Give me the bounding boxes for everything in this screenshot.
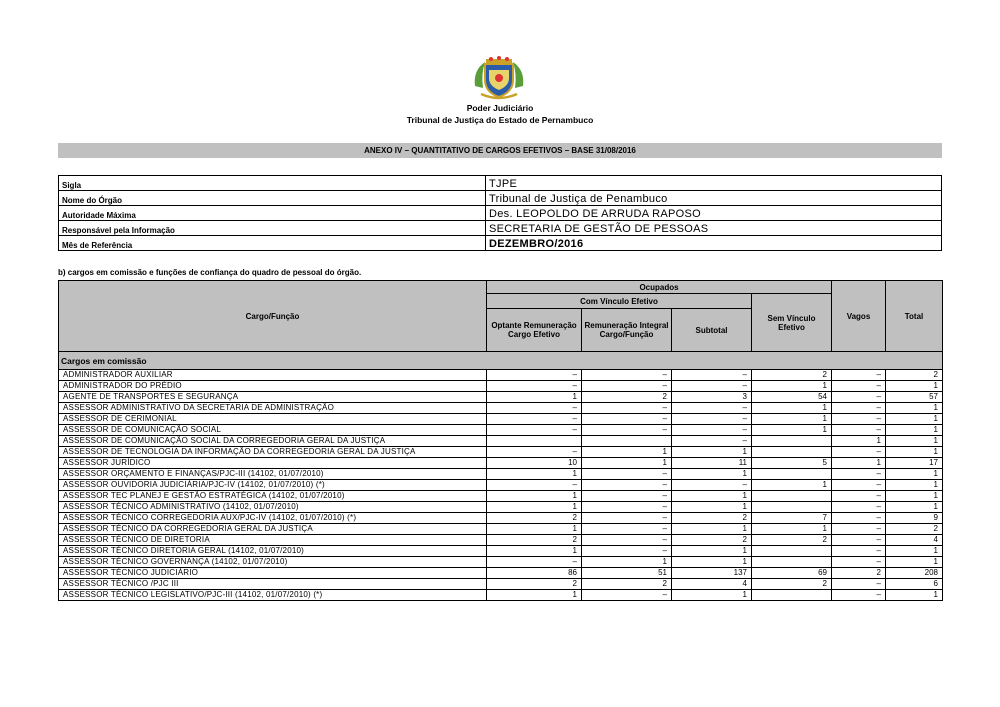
table-row [59,513,943,524]
cell-vagos: – [832,403,886,414]
info-value: DEZEMBRO/2016 [486,236,942,251]
cargo-name: ASSESSOR DE COMUNICAÇÃO SOCIAL [59,425,487,436]
cell-optante: 1 [487,502,582,513]
cell-sem: 69 [752,568,832,579]
cell-total: 1 [886,469,943,480]
cargo-name: ASSESSOR JURÍDICO [59,458,487,469]
cargo-name: ASSESSOR TÉCNICO DA CORREGEDORIA GERAL DA JUSTIÇA [59,524,487,535]
cell-integral: – [582,425,672,436]
cargo-name: ASSESSOR TÉCNICO DE DIRETORIA [59,535,487,546]
info-label: Sigla [59,176,486,191]
section-title: b) cargos em comissão e funções de confiança do quadro de pessoal do órgão. [58,268,362,277]
table-row [59,392,943,403]
cargo-name: ASSESSOR TÉCNICO JUDICIÁRIO [59,568,487,579]
cell-sem [752,590,832,601]
cell-subtotal: 1 [672,590,752,601]
cell-sem [752,546,832,557]
cell-subtotal: 1 [672,447,752,458]
cell-integral: – [582,535,672,546]
cell-total: 1 [886,436,943,447]
cell-integral: 1 [582,447,672,458]
cell-vagos: – [832,546,886,557]
header-power: Poder Judiciário [466,103,534,113]
cell-subtotal: 1 [672,546,752,557]
cell-vagos: – [832,480,886,491]
cell-integral: – [582,502,672,513]
table-row [59,447,943,458]
cell-optante: 1 [487,524,582,535]
cell-integral: – [582,590,672,601]
info-value: SECRETARIA DE GESTÃO DE PESSOAS [486,221,942,236]
cell-total: 2 [886,370,943,381]
cell-total: 2 [886,524,943,535]
cargo-name: ASSESSOR TEC PLANEJ E GESTÃO ESTRATÉGICA (14102, 01/07/2010) [59,491,487,502]
positions-table [58,280,943,601]
cell-optante [487,436,582,447]
cell-optante: 1 [487,590,582,601]
cell-total: 1 [886,414,943,425]
cell-sem: 2 [752,579,832,590]
cell-optante: – [487,381,582,392]
cell-vagos: – [832,469,886,480]
cell-optante: 2 [487,513,582,524]
cell-vagos: 1 [832,436,886,447]
cell-vagos: – [832,502,886,513]
header-ocupados: Ocupados [487,281,832,294]
cell-optante: – [487,425,582,436]
cell-integral: – [582,414,672,425]
cell-optante: 86 [487,568,582,579]
cell-integral: – [582,370,672,381]
cell-subtotal: 11 [672,458,752,469]
table-row [59,480,943,491]
info-value: Des. LEOPOLDO DE ARRUDA RAPOSO [486,206,942,221]
table-row [59,436,943,447]
cell-total: 1 [886,557,943,568]
cell-optante: – [487,447,582,458]
cargo-name: ASSESSOR TÉCNICO ADMINISTRATIVO (14102, 01/07/2010) [59,502,487,513]
cell-integral: – [582,546,672,557]
cell-vagos: 1 [832,458,886,469]
cell-integral: – [582,513,672,524]
cell-optante: – [487,403,582,414]
cell-subtotal: – [672,414,752,425]
cell-sem [752,557,832,568]
cell-optante: 1 [487,392,582,403]
table-row [59,557,943,568]
cell-vagos: – [832,447,886,458]
header-vagos: Vagos [832,281,886,352]
table-row [59,370,943,381]
cell-subtotal: 2 [672,513,752,524]
info-label: Mês de Referência [59,236,486,251]
cell-integral: – [582,524,672,535]
table-row [59,414,943,425]
cell-integral: 2 [582,392,672,403]
cell-sem: 54 [752,392,832,403]
category-row: Cargos em comissão [59,352,943,370]
cell-vagos: – [832,513,886,524]
table-row [59,502,943,513]
header-remuneracao: Remuneração Integral Cargo/Função [582,309,672,352]
table-row [59,546,943,557]
table-row [59,568,943,579]
table-row [59,403,943,414]
cell-subtotal: 1 [672,524,752,535]
cell-subtotal: – [672,370,752,381]
table-row [59,469,943,480]
info-label: Responsável pela Informação [59,221,486,236]
cell-vagos: – [832,414,886,425]
cargo-name: ASSESSOR TÉCNICO CORREGEDORIA AUX/PJC-IV (14102, 01/07/2010) (*) [59,513,487,524]
info-row [59,191,942,206]
cell-optante: 1 [487,469,582,480]
cell-subtotal: 1 [672,491,752,502]
cell-total: 6 [886,579,943,590]
cell-subtotal: 1 [672,557,752,568]
cell-total: 1 [886,491,943,502]
header-total: Total [886,281,943,352]
cell-optante: 10 [487,458,582,469]
cargo-name: ASSESSOR TÉCNICO DIRETORIA GERAL (14102, 01/07/2010) [59,546,487,557]
cell-sem [752,436,832,447]
cell-vagos: – [832,535,886,546]
cell-subtotal: 4 [672,579,752,590]
table-row [59,425,943,436]
cargo-name: ASSESSOR DE CERIMONIAL [59,414,487,425]
coat-of-arms-emblem [471,56,527,100]
cell-integral: 2 [582,579,672,590]
cell-subtotal: 2 [672,535,752,546]
cell-vagos: – [832,425,886,436]
cell-total: 1 [886,425,943,436]
cell-subtotal: 3 [672,392,752,403]
cell-integral: – [582,480,672,491]
table-row [59,524,943,535]
cell-optante: 1 [487,546,582,557]
cargo-name: ASSESSOR DE COMUNICAÇÃO SOCIAL DA CORREGEDORIA GERAL DA JUSTIÇA [59,436,487,447]
header-court: Tribunal de Justiça do Estado de Pernambuco [406,115,594,125]
cell-sem: 1 [752,425,832,436]
cell-optante: 1 [487,491,582,502]
cargo-name: ASSESSOR TÉCNICO /PJC III [59,579,487,590]
table-row [59,535,943,546]
cell-sem: 1 [752,381,832,392]
header-optante: Optante Remuneração Cargo Efetivo [487,309,582,352]
cell-sem: 5 [752,458,832,469]
cell-vagos: – [832,491,886,502]
cell-total: 1 [886,480,943,491]
annex-title: ANEXO IV – QUANTITATIVO DE CARGOS EFETIVOS – BASE 31/08/2016 [58,143,942,158]
cell-subtotal: – [672,436,752,447]
cell-optante: – [487,414,582,425]
info-label: Autoridade Máxima [59,206,486,221]
cargo-name: ADMINISTRADOR AUXILIAR [59,370,487,381]
info-value: Tribunal de Justiça de Penambuco [486,191,942,206]
table-row [59,381,943,392]
header-cargo: Cargo/Função [59,281,487,352]
cell-total: 1 [886,502,943,513]
cell-vagos: – [832,524,886,535]
cell-vagos: – [832,579,886,590]
cell-integral: – [582,381,672,392]
cell-optante: – [487,557,582,568]
cell-subtotal: – [672,381,752,392]
info-row [59,236,942,251]
header-subtotal: Subtotal [672,309,752,352]
cell-sem: 2 [752,370,832,381]
cell-sem: 1 [752,403,832,414]
cell-total: 1 [886,381,943,392]
cell-sem: 1 [752,480,832,491]
cell-subtotal: – [672,425,752,436]
cell-vagos: – [832,370,886,381]
cell-vagos: – [832,392,886,403]
cell-sem: 2 [752,535,832,546]
cell-vagos: – [832,557,886,568]
cell-total: 1 [886,403,943,414]
cell-optante: – [487,480,582,491]
cargo-name: ASSESSOR ORÇAMENTO E FINANÇAS/PJC-III (14102, 01/07/2010) [59,469,487,480]
cell-total: 208 [886,568,943,579]
cargo-name: ASSESSOR TÉCNICO GOVERNANÇA (14102, 01/07/2010) [59,557,487,568]
cell-vagos: – [832,381,886,392]
cell-sem: 1 [752,524,832,535]
organ-info-table [58,175,942,251]
info-label: Nome do Órgão [59,191,486,206]
cargo-name: ADMINISTRADOR DO PRÉDIO [59,381,487,392]
cell-subtotal: – [672,480,752,491]
cell-integral: – [582,469,672,480]
cell-total: 4 [886,535,943,546]
cell-optante: – [487,370,582,381]
cell-vagos: – [832,590,886,601]
table-row [59,590,943,601]
cell-subtotal: – [672,403,752,414]
cell-sem [752,447,832,458]
cell-integral: 51 [582,568,672,579]
cell-total: 1 [886,590,943,601]
cell-integral [582,436,672,447]
cell-total: 57 [886,392,943,403]
cell-total: 1 [886,447,943,458]
cell-sem [752,469,832,480]
cell-subtotal: 1 [672,502,752,513]
cell-subtotal: 1 [672,469,752,480]
info-row [59,221,942,236]
info-value: TJPE [486,176,942,191]
table-row [59,579,943,590]
header-sem-vinculo: Sem Vínculo Efetivo [752,294,832,352]
cell-optante: 2 [487,535,582,546]
cell-sem [752,502,832,513]
cell-sem [752,491,832,502]
info-row [59,206,942,221]
cargo-name: ASSESSOR TÉCNICO LEGISLATIVO/PJC-III (14102, 01/07/2010) (*) [59,590,487,601]
cell-total: 1 [886,546,943,557]
cargo-name: ASSESSOR OUVIDORIA JUDICIÁRIA/PJC-IV (14102, 01/07/2010) (*) [59,480,487,491]
cell-vagos: 2 [832,568,886,579]
cargo-name: ASSESSOR ADMINISTRATIVO DA SECRETARIA DE ADMINISTRAÇÃO [59,403,487,414]
cell-optante: 2 [487,579,582,590]
cell-sem: 7 [752,513,832,524]
cell-integral: – [582,491,672,502]
cell-total: 17 [886,458,943,469]
cell-integral: 1 [582,557,672,568]
cell-integral: 1 [582,458,672,469]
cell-sem: 1 [752,414,832,425]
table-row [59,491,943,502]
info-row [59,176,942,191]
cell-subtotal: 137 [672,568,752,579]
table-row [59,458,943,469]
cell-total: 9 [886,513,943,524]
header-com-vinculo: Com Vínculo Efetivo [487,294,752,309]
cargo-name: AGENTE DE TRANSPORTES E SEGURANÇA [59,392,487,403]
cargo-name: ASSESSOR DE TECNOLOGIA DA INFORMAÇÃO DA CORREGEDORIA GERAL DA JUSTIÇA [59,447,487,458]
cell-integral: – [582,403,672,414]
